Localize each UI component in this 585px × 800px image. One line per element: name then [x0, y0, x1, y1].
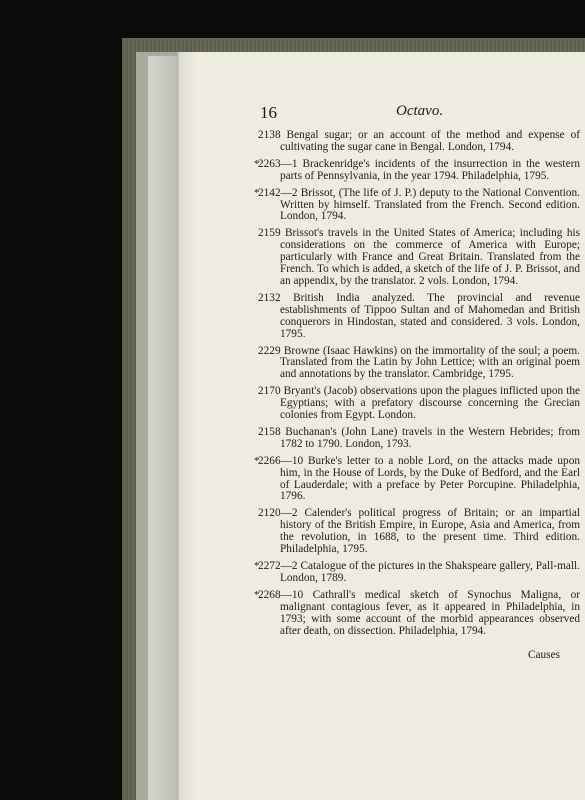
catalogue-entry [254, 560, 580, 585]
entry-number: 2272—2 [258, 560, 301, 572]
catalogue-entry [258, 346, 580, 382]
entry-marker: * [254, 560, 260, 572]
entry-number: 2170 [258, 385, 284, 398]
entry-number: 2142—2 [258, 186, 301, 199]
entry-text: Buchanan's (John Lane) travels in the Western Hebrides; from 1782 to 1790. London, 1793. [280, 425, 581, 450]
entry-text: British India analyzed. The provincial and revenue establishments of Tippoo Sultan and of Mahomedan and British conquerors in Hindostan, stated and considered. 3 vols. London, 1795. [280, 291, 580, 340]
entry-number: 2229 [258, 344, 284, 357]
catalogue-entry [254, 157, 580, 183]
page-gutter [148, 56, 178, 800]
catalogue-entry [258, 228, 580, 288]
entry-number: 2268—10 [258, 588, 313, 601]
entry-marker: * [254, 454, 260, 467]
catalogue-entry [258, 508, 580, 556]
catalogue-entry [254, 186, 580, 224]
entry-number: 2266—10 [258, 454, 308, 467]
entry-number: 2263—1 [258, 157, 303, 170]
catalogue-entry [258, 427, 580, 451]
entry-text: Catalogue of the pictures in the Shakspeare gallery, Pall-mall. London, 1789. [280, 560, 580, 584]
entry-number: 2132 [258, 291, 294, 304]
entry-marker: * [254, 588, 260, 601]
running-head: Octavo. [396, 103, 444, 119]
entry-text: Browne (Isaac Hawkins) on the immortality of the soul; a poem. Translated from the Latin by John Lettice; with an original poem and annotations by the translator. Cambridge, 1795. [280, 344, 581, 381]
page-header [260, 103, 580, 129]
entry-number: 2138 [258, 129, 287, 141]
entry-text: Brissot's travels in the United States of America; including his considerations on the commerce of America with Europe; particularly with France and Great Britain. Translated from the French. To which is added, a sketch of the life of J. P. Brissot, and an appendix, by the translator. 2 vols. London, 1794. [280, 227, 580, 287]
entry-number: 2120—2 [258, 507, 305, 520]
catalogue-entries [254, 129, 581, 690]
catalogue-entry [258, 386, 580, 422]
entry-text: Bengal sugar; or an account of the method and expense of cultivating the sugar cane in Bengal. London, 1794. [280, 129, 581, 153]
catalogue-entry [254, 588, 580, 638]
catalogue-entry [258, 130, 580, 154]
entry-text: Burke's letter to a noble Lord, on the attacks made upon him, in the House of Lords, by the Duke of Bedford, and the Earl of Lauderdale; with a preface by Peter Porcupine. Philadelphia, 1796. [280, 454, 580, 503]
entry-text: Brissot, (The life of J. P.) deputy to the National Convention. Written by himself. Translated from the French. Second edition. London, 1794. [280, 186, 580, 223]
entry-marker: * [254, 157, 260, 170]
entry-number: 2158 [258, 425, 286, 438]
catalogue-entry [254, 454, 580, 504]
catchword: Causes [528, 649, 561, 661]
entry-text: Bryant's (Jacob) observations upon the plagues inflicted upon the Egyptians; with a prefatory discourse concerning the Grecian colonies from Egypt. London. [280, 385, 581, 422]
entry-text: Calender's political progress of Britain; or an impartial history of the British Empire, in Europe, Asia and America, from the revolution, in 1688, to the present time. Third edition. Philadelphia, 1795. [280, 507, 580, 556]
entry-marker: * [254, 186, 260, 199]
entry-number: 2159 [258, 227, 285, 240]
page-number: 16 [260, 103, 277, 122]
entry-text: Brackenridge's incidents of the insurrection in the western parts of Pennsylvania, in the year 1794. Philadelphia, 1795. [280, 157, 580, 182]
entry-text: Cathrall's medical sketch of Synochus Maligna, or malignant contagious fever, as it appeared in Philadelphia, in 1793; with some account of the morbid appearances observed after death, on dissection. Philadelphia, 1794. [280, 588, 580, 637]
catalogue-entry [258, 293, 580, 341]
